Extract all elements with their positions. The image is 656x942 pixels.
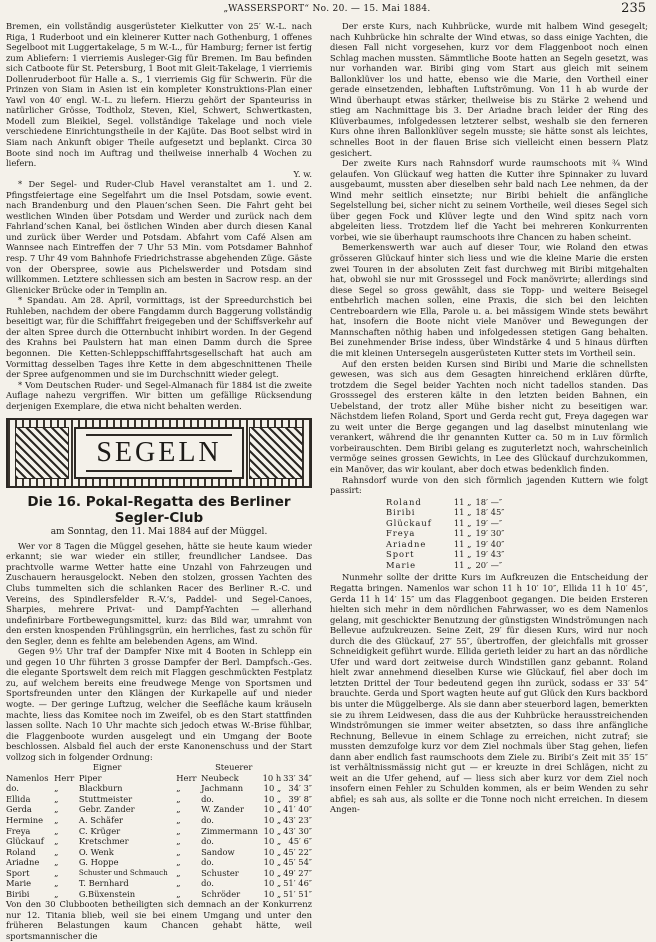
table-cell: 19′ 40″ <box>475 538 505 549</box>
table-cell: 45′ 6″ <box>288 836 312 847</box>
table-cell: Roland <box>6 846 36 857</box>
table-cell: 33′ 34″ <box>283 772 312 783</box>
table-cell: 19′ 43″ <box>475 549 505 560</box>
table-cell: Ariadne <box>6 857 40 868</box>
table-cell: Marie <box>386 559 417 570</box>
banner-ornament-right <box>249 427 303 479</box>
table-row <box>6 804 312 815</box>
table-cell: 10 „ <box>263 857 282 868</box>
table-cell: do. <box>201 836 214 847</box>
section-banner <box>6 418 312 488</box>
table-cell: Schuster und Schmauch <box>78 868 168 877</box>
table-cell: Gerda <box>6 804 32 815</box>
table-cell: 19′ —″ <box>475 517 503 528</box>
table-cell: „ <box>54 783 59 794</box>
table-cell: do. <box>201 857 214 868</box>
table-row <box>6 847 312 858</box>
table-cell: „ <box>176 804 181 815</box>
table-cell: „ <box>54 825 59 836</box>
table-cell: Sport <box>386 549 415 560</box>
table-cell: W. Zander <box>201 804 244 815</box>
table-cell: 11 „ <box>453 538 472 549</box>
passing-times-table <box>386 497 508 571</box>
intro-paragraph: Bremen, ein vollständig ausgerüsteter Kielkutter von 25′ W.-L. nach Riga, 1 Ruderboot und ein kleinerer Kutter nach Gothenburg, 1 offenes Segelboot mit Luggertakelage, 5 m W.-L., für Hamburg; ferner ist fertig zum Abliefern: 1 vierriemis Ausleger-Gig für Bremen. Im Bau befinden sich Catboote für St. Petersburg, 1 Boot mit Gleit-Takelage, 1 vierriemis Dollenruderboot für Halle a. S., 1 vierriemis Gig für Schwerin. Für die Prinzen von Siam in Asien ist ein kompleter Konstruktions-Plan einer Yawl von 40′ engl. W.-L. zu liefern. Hierzu gehört der Spanteuriss in natürlicher Grösse, Todtholz, Steven, Kiel, Schwert, Schwertkasten, Modell zum Bleikiel, Segel. vollständige Takelage und noch viele verschiedene Einrichtungstheile in der Kajüte. Das Boot selbst wird in Siam nach Ankunft obiger Theile aufgesetzt und beplankt. Circa 30 Boote sind noch im Auftrag und theilweise innerhalb 4 Wochen zu liefern. <box>6 21 312 169</box>
table-cell: Piper <box>78 772 102 783</box>
table-row <box>386 507 508 518</box>
table-row <box>386 539 508 550</box>
table-row <box>6 783 312 794</box>
table-cell: 11 „ <box>453 517 472 528</box>
table-cell: 45′ 22″ <box>283 846 312 857</box>
signature: Y. w. <box>293 168 312 179</box>
column-header: Eigner <box>92 762 122 773</box>
table-cell: Schuster <box>201 867 239 878</box>
page-number: 235 <box>621 1 646 16</box>
table-cell: „ <box>176 867 181 878</box>
column-header <box>6 762 51 773</box>
table-row <box>6 868 312 879</box>
right-column <box>330 21 648 815</box>
table-cell: Herr <box>54 772 75 783</box>
table-cell: „ <box>176 857 181 868</box>
column-header: Steuerer <box>215 762 253 773</box>
table-header-row <box>6 762 312 773</box>
table-cell: Jachmann <box>201 783 244 794</box>
table-cell: Schröder <box>201 888 241 899</box>
article-paragraph: Nunmehr sollte der dritte Kurs im Aufkreuzen die Entscheidung der Regatta bringen. Namenlos war schon 11 h 10′ 10″, Ellida 11 h 10′ 45″, Gerda 11 h 14′ 15″ um das Flaggenboot gegangen. Die beiden Ersteren hielten sich mehr in dem nördlichen Fahrwasser, wo es dem Namenlos gelang, mit geschickter Benutzung der günstigsten Windströmungen nach Bellevue aufzukreuzen. Seine Zeit, 29′ für diesen Kurs, wird nur noch durch die des Glückauf, 27′ 55″, übertroffen, der gleichfalls mit grosser Schneidigkeit geführt wurde. Ellida gerieth leider zu hart an das nördliche Ufer und ward dort zeitweise durch Windstillen ganz gebannt. Roland hielt zwar annehmend dieselben Kurse wie Glückauf, fiel aber doch im letzten Drittel der Tour bedeutend gegen ihn zurück, sodass er 33′ 54″ brauchte. Gerda und Sport wagten heute auf gut Glück den Kurs backbord bis unter die Müggelberge. Als sie dann aber steuerbord lagen, bemerkten sie zu ihrem Leidwesen, dass die aus der Kuhbrücke herausstreichenden Windströmungen sie immer weiter absetzten, so dass ihre anfängliche Rechnung, Bellevue in einem Schlage zu erreichen, nicht zutraf; sie mussten demzufolge kurz vor dem Ziel nochmals über Stag gehen, liefen dann aber endlich fast raumschoots dem Ziele zu. Biribi’s Zeit mit 35′ 15″ ist verhältnissmässig nicht gut — er kreuzte in drei Schlägen, nicht zu weit an die Ufer gehend, auf — liess sich aber kurz vor dem Ziel noch insofern einen Fehler zu Schulden kommen, als er beim Wenden zu sehr abfiel; es sah aus, als sollte er die Tonne noch nicht erreichen. In diesem Angen- <box>330 572 648 815</box>
table-cell: „ <box>54 846 59 857</box>
table-cell: Kretschmer <box>78 836 129 847</box>
table-cell: 11 „ <box>453 528 472 539</box>
table-cell: Zimmermann <box>201 825 258 836</box>
table-cell: Glückauf <box>386 517 432 528</box>
table-cell: „ <box>176 846 181 857</box>
table-cell: 10 „ <box>263 825 282 836</box>
table-cell: 18′ 45″ <box>475 507 505 518</box>
running-title: „WASSERSPORT“ No. 20. — 15. Mai 1884. <box>223 4 431 14</box>
table-cell: 10 h <box>262 772 282 783</box>
table-cell: „ <box>176 888 181 899</box>
table-cell: „ <box>176 783 181 794</box>
table-cell: „ <box>176 825 181 836</box>
article-subtitle: am Sonntag, den 11. Mai 1884 auf der Müggel. <box>50 527 268 538</box>
article-paragraph: Der zweite Kurs nach Rahnsdorf wurde raumschoots mit ¾ Wind gelaufen. Von Glückauf weg hatten die Kutter ihre Spinnaker zu luvard ausgebaumt, mussten aber dieselben sehr bald nach Lee nehmen, da der Wind mehr seitlich einsetzte; nur Biribi behielt die anfängliche Segelstellung bei, sicher nicht zu seinem Vortheile, weil dieses Segel sich über gegen Fock und Klüver legte und den Wind spitz nach vorn abgeleiten liess. Trotzdem lief die Yacht bei mehreren Konkurrenten vorbei, wie sie überhaupt raumschoots ihre Chancen zu haben scheint. <box>330 158 648 242</box>
table-cell: „ <box>54 815 59 825</box>
table-cell: „ <box>54 804 59 815</box>
article-paragraph: Wer vor 8 Tagen die Müggel gesehen, hätte sie heute kaum wieder erkannt; sie war wieder ein stiller, freundlicher Landsee. Das prachtvolle warme Wetter hatte eine Unzahl von Fahrzeugen und Zuschauern herausgelockt. Neben den stolzen, grossen Yachten des Clubs tummelten sich die schlanken Racer des Berliner R.-C. und Vereins, des Spindlersfelder R.-V.’s, Paddel- und Segel-Canoes, Sharpies, mehrere Privat- und Dampf-Yachten — allerhand undefinirbare Fortbewegungsmittel, kurz: das Bild war, umrahmt von den ersten knospenden Frühlingsgrün, ein herrliches, fast zu schön für den Segler, denn es fehlte am belebenden Agens, am Wind. <box>6 540 312 646</box>
havel-notice: * Der Segel- und Ruder-Club Havel veranstaltet am 1. und 2. Pfingstfeiertage eine Segelfahrt um die Insel Potsdam, sowie event. nach Brandenburg und den Plauen’schen Seen. Die Fahrt geht bei westlichen Winden über Potsdam und Werder und zurück nach dem Fahrland’schen Kanal, bei östlichen Winden aber durch diesen Kanal und zurück über Werder und Potsdam. Abfahrt vom Café Alsen am Wannsee nach Eintreffen der 7 Uhr 53 Min. vom Potsdamer Bahnhof resp. 7 Uhr 49 vom Bahnhofe Friedrichstrasse abgehenden Züge. Gäste von der Oberspree, sowie aus Pichelswerder und Potsdam sind willkommen. Letztere schliessen sich am besten in Sacrow resp. an der Glienicker Brücke oder in Templin an. <box>6 179 312 295</box>
table-cell: „ <box>54 878 59 889</box>
table-cell: „ <box>54 836 59 847</box>
table-cell: 43′ 30″ <box>283 825 312 836</box>
table-cell: O. Wenk <box>78 846 114 857</box>
table-cell: do. <box>201 878 214 889</box>
table-row <box>6 889 312 900</box>
table-cell: 10 „ <box>263 815 282 825</box>
table-cell: 20′ —″ <box>475 559 503 570</box>
column-header <box>261 762 281 773</box>
article-title: Die 16. Pokal-Regatta des Berliner Segler-Club <box>27 494 291 527</box>
page-header <box>8 1 646 18</box>
table-cell: Herr <box>176 772 197 783</box>
table-cell: 11 „ <box>453 507 472 518</box>
table-cell: 11 „ <box>453 559 472 570</box>
table-cell: Hermine <box>6 815 44 825</box>
table-cell: 18′ —″ <box>475 496 503 507</box>
table-cell: 49′ 27″ <box>283 867 312 878</box>
table-cell: 10 „ <box>263 793 282 804</box>
table-cell: G.Büxenstein <box>78 888 136 899</box>
table-cell: „ <box>54 888 59 899</box>
almanach-notice: * Vom Deutschen Ruder- und Segel-Almanach für 1884 ist die zweite Auflage nahezu vergriffen. Wir bitten um gefällige Rücksendung derjenigen Exemplare, die etwa nicht behalten werden. <box>6 379 312 411</box>
table-cell: Neubeck <box>201 772 239 783</box>
table-cell: 51′ 46″ <box>283 878 312 889</box>
table-cell: „ <box>54 867 59 878</box>
spandau-notice: * Spandau. Am 28. April, vormittags, ist der Spreedurchstich bei Ruhleben, nachdem der obere Fangdamm durch Baggerung vollständig beseitigt war, für die Schifffahrt freigegeben und der Schiffsverkehr auf der alten Spree durch die Otternbucht inhibirt worden. In der Gegend des Krahns bei Paulstern hat man einen Damm durch die Spree begonnen. Die Ketten-Schleppschifffahrtsgesellschaft hat auch am Vormittag desselben Tages ihre Kette in dem abgeschnittenen Theile der Spree aufgenommen und sie im Durchschnitt wieder gelegt. <box>6 295 312 380</box>
table-cell: G. Hoppe <box>78 857 119 868</box>
left-column <box>6 21 312 942</box>
table-cell: 34′ 3″ <box>288 783 312 794</box>
article-paragraph: Auf den ersten beiden Kursen sind Biribi und Marie die schnellsten gewesen, was sich aus dem Gesagten hinreichend erklären dürfte, trotzdem die Segel beider Yachten noch nicht tadellos standen. Das Grosssegel des ersteren kälte in den letzten beiden Bahnen, ein Uebelstand, der trotz aller Mühe bisher nicht zu beseitigen war. Nächstdem liefen Roland, Sport und Gerda recht gut, Freya dagegen war zu weit unter die Berge gegangen und lag daselbst minutenlang wie verankert, während die ihr genannten Kutter ca. 50 m in Luv förmlich vorbeirauschten. Dem Biribi gelang es zuguterletzt noch, wahrscheinlich vermöge seines grossen Gewichts, in Lee des Glückauf durchzukommen, ein Manöver, das wir koulant, aber doch etwas bedenklich finden. <box>330 358 648 474</box>
section-title: SEGELN <box>86 434 231 472</box>
table-cell: „ <box>176 793 181 804</box>
table-cell: Roland <box>386 496 422 507</box>
table-row <box>6 857 312 868</box>
table-cell: 45′ 54″ <box>283 857 312 868</box>
table-cell: Freya <box>386 528 416 539</box>
banner-ornament-left <box>15 427 69 479</box>
table-row <box>6 773 312 784</box>
table-cell: „ <box>176 836 181 847</box>
table-cell: C. Krüger <box>78 825 121 836</box>
table-cell: 39′ 8″ <box>288 793 312 804</box>
table-row <box>386 560 508 571</box>
table-cell: Gebr. Zander <box>78 804 135 815</box>
table-cell: 11 „ <box>453 549 472 560</box>
table-cell: T. Bernhard <box>78 878 129 889</box>
table-row <box>6 836 312 847</box>
table-cell: 10 „ <box>263 867 282 878</box>
table-cell: do. <box>6 783 19 794</box>
table-cell: 51′ 51″ <box>283 888 312 899</box>
article-paragraph: Der erste Kurs, nach Kuhbrücke, wurde mit halbem Wind gesegelt; nach Kuhbrücke hin schralte der Wind etwas, so dass einige Yachten, die diesen Fall nicht vorgesehen, kurz vor dem Flaggenboot noch einen Schlag machen mussten. Sämmtliche Boote hatten an Segeln gesetzt, was nur vorhanden war. Biribi ging vom Start aus gleich mit seinem Ballonklüver los und hatte, ebenso wie die Marie, den Vortheil einer gerade einsetzenden, lebhaften Luftströmung. Von 11 h ab wurde der Wind überhaupt etwas stärker, theilweise bis zu Stärke 2 wehend und stieg am Nachmittage bis 3. Der Ariadne brach leider der Ring des Klüverbaumes, infolgedessen letzterer selbst, weshalb sie den ferneren Kurs ohne ihren Ballonklüver segeln musste; sie hätte sonst als leichtes, schnelles Boot in der flauen Brise sich vielleicht einen bessern Platz gesichert. <box>330 21 648 158</box>
table-row <box>386 497 508 508</box>
table-cell: Sport <box>6 867 30 878</box>
table-cell: „ <box>176 815 181 825</box>
table-cell: 10 „ <box>263 836 282 847</box>
table-cell: Freya <box>6 825 31 836</box>
table-row <box>6 794 312 805</box>
table-cell: Sandow <box>201 846 235 857</box>
banner-frame <box>74 427 244 479</box>
table-cell: 10 „ <box>263 888 282 899</box>
table-cell: „ <box>54 857 59 868</box>
table-row <box>386 528 508 539</box>
table-cell: 43′ 23″ <box>283 815 312 825</box>
table-cell: Ariadne <box>386 538 427 549</box>
column-header <box>173 762 201 773</box>
article-paragraph: Gegen 9½ Uhr traf der Dampfer Nixe mit 4 Booten in Schlepp ein und gegen 10 Uhr führten 3 grosse Dampfer der Berl. Dampfsch.-Ges. die elegante Sportswelt dem reich mit Flaggen geschmückten Festplatz zu, auf welchem bereits eine freudwege Menge von Sportsmen und Sportsfreunden unter den Klängen der Kurkapelle auf und nieder wogte. — Der geringe Luftzug, welcher die Seefläche kaum kräuseln machte, liess das Komitee noch im Zweifel, ob es den Start stattfinden lassen sollte. Nach 10 Uhr machte sich jedoch etwas W.-Brise fühlbar, die Flaggenboote wurden ausgelegt und ein Umgang der Boote beschlossen. Alsbald fiel auch der erste Kanonenschuss und der Start vollzog sich in folgender Ordnung: <box>6 646 312 762</box>
table-row <box>386 518 508 529</box>
article-paragraph: Bemerkenswerth war auch auf dieser Tour, wie Roland den etwas grösseren Glückauf hinter sich liess und wie die kleine Marie die ersten zwei Touren in der absoluten Zeit fast durchweg mit Biribi mitgehalten hat, obwohl sie nur mit Grosssegel und Fock manövrirte; allerdings sind diese Segel so gross gewählt, dass sie Topp- und weitere Beisegel entbehrlich machen sollen, eine Praxis, die sich bei den leichten Centreboardern wie Ella, Parole u. a. bei mässigem Winde stets bewährt hat, insofern die Boote nicht viele Manöver und Bewegungen der Mannschaften nöthig haben und infolgedessen stetigen Gang behalten. Bei zunehmender Brise indess, über Windstärke 4 und 5 hinaus dürften die mit kleinen Untersegeln ausgerüsteten Kutter stets im Vortheil sein. <box>330 242 648 358</box>
table-row <box>6 826 312 837</box>
column-header <box>51 762 79 773</box>
column-header <box>281 762 312 773</box>
table-cell: Glückauf <box>6 836 44 847</box>
article-paragraph: Rahnsdorf wurde von den sich förmlich jagenden Kuttern wie folgt passirt: <box>330 474 648 496</box>
table-cell: 10 „ <box>263 878 282 889</box>
table-cell: A. Schäfer <box>78 815 124 825</box>
table-cell: do. <box>201 815 214 825</box>
table-cell: 19′ 30″ <box>475 528 505 539</box>
closing-paragraph: Von den 30 Clubbooten betheiligten sich demnach an der Konkurrenz nur 12. Titania blieb, weil sie bei einem Umgang und unter den früheren Belastungen kaum Chancen gehabt hätte, weil sportsmannischer die <box>6 899 312 942</box>
table-cell: Marie <box>6 878 32 889</box>
start-order-table <box>6 762 312 899</box>
table-cell: Biribi <box>6 888 30 899</box>
table-cell: Blackburn <box>78 783 123 794</box>
table-cell: 10 „ <box>263 783 282 794</box>
table-cell: do. <box>201 793 214 804</box>
table-cell: Stuttmeister <box>78 793 133 804</box>
table-cell: Ellida <box>6 793 31 804</box>
table-row <box>6 878 312 889</box>
table-cell: Namenlos <box>6 772 49 783</box>
table-cell: „ <box>54 793 59 804</box>
table-cell: 11 „ <box>453 496 472 507</box>
table-row <box>6 815 312 826</box>
table-cell: 41′ 40″ <box>283 804 312 815</box>
table-cell: Biribi <box>386 507 416 518</box>
table-cell: „ <box>176 878 181 889</box>
table-row <box>386 549 508 560</box>
table-cell: 10 „ <box>263 804 282 815</box>
table-cell: 10 „ <box>263 846 282 857</box>
